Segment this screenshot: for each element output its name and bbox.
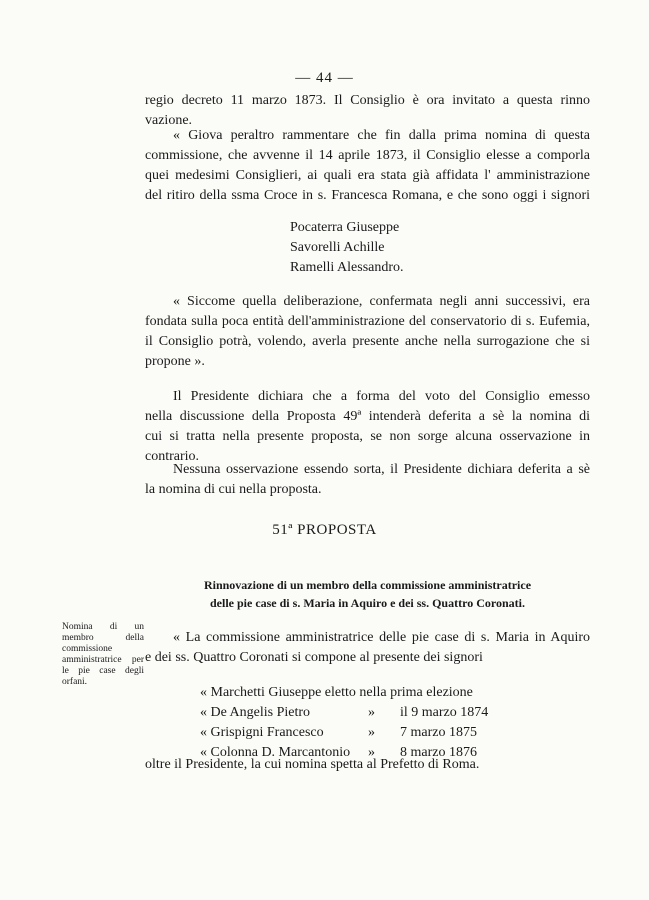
text-line: nella discussione della Proposta 49ª intenderà deferita a sè la nomina di — [145, 409, 590, 424]
text-line: regio decreto 11 marzo 1873. Il Consiglio è ora invitato a questa rinno — [145, 93, 590, 108]
member-quote: » — [368, 705, 375, 720]
text-line: propone ». — [145, 354, 205, 369]
text-line: « Siccome quella deliberazione, confermata negli anni successivi, era — [173, 294, 590, 309]
member-quote: » — [368, 725, 375, 740]
member-name: « Colonna D. Marcantonio — [200, 745, 351, 760]
member-row — [200, 703, 530, 723]
text-line: oltre il Presidente, la cui nomina spetta al Prefetto di Roma. — [145, 757, 480, 772]
text-line: cui si tratta nella presente proposta, se non sorge alcuna osservazione in — [145, 429, 590, 444]
text-line: vazione. — [145, 113, 193, 128]
member-date: 7 marzo 1875 — [400, 725, 477, 740]
text-line: contrario. — [145, 449, 200, 464]
name-entry: Pocaterra Giuseppe — [290, 220, 400, 235]
subtitle-line: Rinnovazione di un membro della commissione amministratrice — [203, 578, 532, 592]
member-date: 8 marzo 1876 — [400, 745, 477, 760]
member-first: « Marchetti Giuseppe eletto nella prima elezione — [200, 685, 473, 700]
paragraph-1 — [145, 91, 590, 131]
paragraph-5 — [145, 460, 590, 500]
member-name: « Grispigni Francesco — [200, 725, 324, 740]
text-line: « La commissione amministratrice delle pie case di s. Maria in Aquiro — [173, 630, 590, 645]
margin-note: Nomina di un membro della commissione amministratrice per le pie case degli orfani. — [62, 622, 144, 687]
text-line: la nomina di cui nella proposta. — [145, 482, 322, 497]
text-line: il Consiglio potrà, volendo, averla presente anche nella surrogazione che si — [145, 334, 590, 349]
section-heading: 51ª PROPOSTA — [272, 522, 377, 538]
section-subtitle — [145, 576, 590, 612]
page-number: — 44 — — [295, 70, 354, 86]
member-name: « De Angelis Pietro — [200, 705, 311, 720]
text-line: fondata sulla poca entità dell'amministrazione del conservatorio di s. Eufemia, — [145, 314, 590, 329]
member-date: il 9 marzo 1874 — [400, 705, 489, 720]
text-line: e dei ss. Quattro Coronati si compone al presente dei signori — [145, 650, 483, 665]
paragraph-6 — [145, 628, 590, 668]
text-line: quei medesimi Consiglieri, ai quali era stata già affidata l' amministrazione — [145, 168, 590, 183]
members-list — [200, 683, 530, 763]
text-line: « Giova peraltro rammentare che fin dalla prima nomina di questa — [173, 128, 590, 143]
text-line: commissione, che avvenne il 14 aprile 1873, il Consiglio elesse a comporla — [145, 148, 590, 163]
member-row — [200, 683, 530, 703]
name-entry: Ramelli Alessandro. — [290, 260, 404, 275]
text-line: Il Presidente dichiara che a forma del voto del Consiglio emesso — [173, 389, 590, 404]
subtitle-line: delle pie case di s. Maria in Aquiro e dei ss. Quattro Coronati. — [209, 596, 525, 610]
member-quote: » — [368, 745, 375, 760]
text-line: del ritiro della ssma Croce in s. Francesca Romana, e che sono oggi i signori — [145, 188, 590, 203]
paragraph-4 — [145, 387, 590, 467]
name-entry: Savorelli Achille — [290, 240, 385, 255]
member-row — [200, 723, 530, 743]
names-list — [290, 218, 404, 278]
paragraph-3 — [145, 292, 590, 372]
paragraph-7 — [145, 755, 590, 775]
paragraph-2 — [145, 126, 590, 206]
text-line: Nessuna osservazione essendo sorta, il Presidente dichiara deferita a sè — [173, 462, 590, 477]
